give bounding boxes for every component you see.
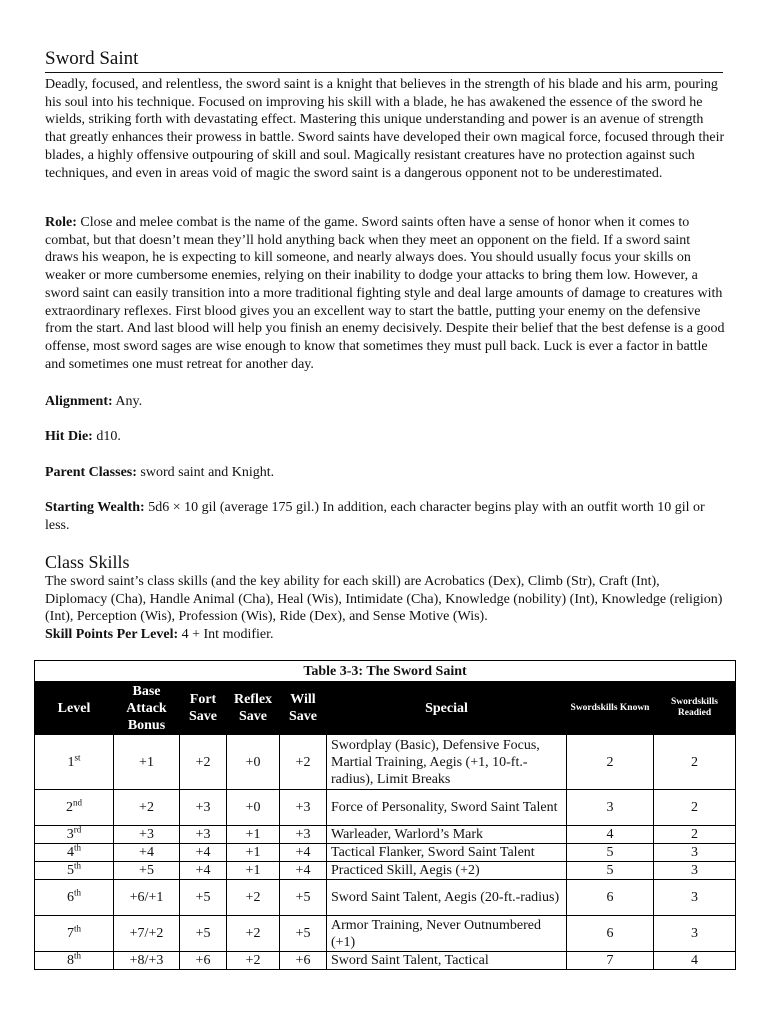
cell-readied: 3 bbox=[654, 916, 736, 952]
cell-level: 8th bbox=[35, 952, 114, 970]
cell-known: 7 bbox=[567, 952, 654, 970]
class-skills-heading: Class Skills bbox=[45, 552, 130, 572]
header-level: Level bbox=[35, 682, 114, 735]
cell-special: Sword Saint Talent, Aegis (20-ft.-radius) bbox=[327, 880, 567, 916]
cell-special: Warleader, Warlord’s Mark bbox=[327, 826, 567, 844]
cell-fort: +3 bbox=[180, 790, 227, 826]
header-special: Special bbox=[327, 682, 567, 735]
cell-readied: 3 bbox=[654, 844, 736, 862]
alignment-label: Alignment: bbox=[45, 394, 113, 409]
role-text: Close and melee combat is the name of the game. Sword saints often have a sense of honor when it comes to combat, but that doesn’t mean they’ll hold anything back when they meet an opponent on the field. If a sword saint draws his weapon, he is expecting to kill someone, and nearly always does. You should usually focus your skills on weaker or more cumbersome enemies, relying on their inability to dodge your attacks to bring them low. However, a sword saint can easily transition into a more traditional fighting style and deal large amounts of damage to creatures with extraordinary reflexes. First blood gives you an excellent way to start the battle, putting your enemy on the defensive from the start. And last blood will help you finish an enemy decisively. Despite their belief that the best defense is a good offense, most sword sages are wise enough to know that sometimes they must pull back. Luck is ever a factor in battle and sometimes one must retreat for another day. bbox=[45, 215, 725, 372]
cell-known: 6 bbox=[567, 916, 654, 952]
cell-readied: 3 bbox=[654, 862, 736, 880]
cell-bab: +8/+3 bbox=[114, 952, 180, 970]
cell-special: Tactical Flanker, Sword Saint Talent bbox=[327, 844, 567, 862]
table-row bbox=[35, 916, 736, 952]
cell-level: 5th bbox=[35, 862, 114, 880]
cell-reflex: +1 bbox=[227, 844, 280, 862]
cell-fort: +5 bbox=[180, 880, 227, 916]
cell-bab: +4 bbox=[114, 844, 180, 862]
cell-reflex: +2 bbox=[227, 880, 280, 916]
cell-bab: +5 bbox=[114, 862, 180, 880]
hit-die-value: d10. bbox=[92, 429, 121, 444]
cell-will: +5 bbox=[280, 916, 327, 952]
table-row bbox=[35, 826, 736, 844]
cell-reflex: +2 bbox=[227, 952, 280, 970]
cell-will: +4 bbox=[280, 844, 327, 862]
cell-reflex: +1 bbox=[227, 826, 280, 844]
cell-fort: +5 bbox=[180, 916, 227, 952]
starting-wealth-paragraph bbox=[45, 499, 725, 534]
cell-will: +2 bbox=[280, 735, 327, 790]
parent-classes-value: sword saint and Knight. bbox=[136, 465, 275, 480]
cell-fort: +3 bbox=[180, 826, 227, 844]
hit-die-line bbox=[45, 428, 725, 446]
cell-will: +3 bbox=[280, 826, 327, 844]
parent-classes-label: Parent Classes: bbox=[45, 465, 137, 480]
cell-will: +3 bbox=[280, 790, 327, 826]
cell-reflex: +0 bbox=[227, 790, 280, 826]
cell-fort: +2 bbox=[180, 735, 227, 790]
cell-readied: 2 bbox=[654, 826, 736, 844]
table-row bbox=[35, 880, 736, 916]
cell-bab: +2 bbox=[114, 790, 180, 826]
skill-points-label: Skill Points Per Level: bbox=[45, 627, 179, 643]
page-title: Sword Saint bbox=[45, 46, 723, 73]
hit-die-label: Hit Die: bbox=[45, 429, 93, 444]
cell-reflex: +2 bbox=[227, 916, 280, 952]
cell-readied: 2 bbox=[654, 790, 736, 826]
cell-fort: +4 bbox=[180, 862, 227, 880]
cell-known: 5 bbox=[567, 862, 654, 880]
cell-readied: 3 bbox=[654, 880, 736, 916]
table-row bbox=[35, 790, 736, 826]
cell-bab: +6/+1 bbox=[114, 880, 180, 916]
cell-known: 3 bbox=[567, 790, 654, 826]
role-paragraph bbox=[45, 214, 725, 373]
starting-wealth-label: Starting Wealth: bbox=[45, 500, 145, 515]
cell-reflex: +0 bbox=[227, 735, 280, 790]
header-swordskills-known: Swordskills Known bbox=[567, 682, 654, 735]
cell-will: +4 bbox=[280, 862, 327, 880]
cell-special: Armor Training, Never Outnumbered (+1) bbox=[327, 916, 567, 952]
table-row bbox=[35, 862, 736, 880]
cell-known: 5 bbox=[567, 844, 654, 862]
class-skills-paragraph bbox=[45, 573, 725, 644]
cell-level: 1st bbox=[35, 735, 114, 790]
table-row bbox=[35, 952, 736, 970]
header-swordskills-readied: Swordskills Readied bbox=[654, 682, 736, 735]
cell-bab: +1 bbox=[114, 735, 180, 790]
cell-known: 4 bbox=[567, 826, 654, 844]
parent-classes-line bbox=[45, 464, 725, 482]
header-base-attack-bonus: Base Attack Bonus bbox=[114, 682, 180, 735]
table-row bbox=[35, 844, 736, 862]
cell-reflex: +1 bbox=[227, 862, 280, 880]
cell-level: 4th bbox=[35, 844, 114, 862]
cell-bab: +7/+2 bbox=[114, 916, 180, 952]
starting-wealth-value: 5d6 × 10 gil (average 175 gil.) In addition, each character begins play with an outfit worth 10 gil or less. bbox=[45, 500, 705, 533]
cell-bab: +3 bbox=[114, 826, 180, 844]
cell-level: 6th bbox=[35, 880, 114, 916]
header-reflex-save: Reflex Save bbox=[227, 682, 280, 735]
cell-readied: 2 bbox=[654, 735, 736, 790]
cell-special: Practiced Skill, Aegis (+2) bbox=[327, 862, 567, 880]
class-skills-text: The sword saint’s class skills (and the key ability for each skill) are Acrobatics (Dex), Climb (Str), Craft (Int), Diplomacy (Cha), Handle Animal (Cha), Heal (Wis), Intimidate (Cha), Knowledge (nobility) (Int), Knowledge (religion) (Int), Perception (Wis), Profession (Wis), Ride (Dex), and Sense Motive (Wis). bbox=[45, 574, 723, 625]
header-will-save: Will Save bbox=[280, 682, 327, 735]
cell-special: Force of Personality, Sword Saint Talent bbox=[327, 790, 567, 826]
cell-known: 2 bbox=[567, 735, 654, 790]
cell-special: Sword Saint Talent, Tactical bbox=[327, 952, 567, 970]
cell-readied: 4 bbox=[654, 952, 736, 970]
alignment-value: Any. bbox=[112, 394, 143, 409]
cell-will: +6 bbox=[280, 952, 327, 970]
cell-level: 3rd bbox=[35, 826, 114, 844]
cell-special: Swordplay (Basic), Defensive Focus, Martial Training, Aegis (+1, 10-ft.-radius), Limit Breaks bbox=[327, 735, 567, 790]
cell-level: 2nd bbox=[35, 790, 114, 826]
table-row bbox=[35, 735, 736, 790]
role-label: Role: bbox=[45, 215, 77, 230]
cell-known: 6 bbox=[567, 880, 654, 916]
skill-points-value: 4 + Int modifier. bbox=[178, 627, 274, 643]
table-caption: Table 3-3: The Sword Saint bbox=[35, 661, 736, 682]
table-header-row bbox=[35, 682, 736, 735]
cell-level: 7th bbox=[35, 916, 114, 952]
alignment-line bbox=[45, 393, 725, 411]
cell-fort: +6 bbox=[180, 952, 227, 970]
header-fort-save: Fort Save bbox=[180, 682, 227, 735]
intro-paragraph: Deadly, focused, and relentless, the sword saint is a knight that believes in the strength of his blade and his arm, pouring his soul into his technique. Focused on improving his skill with a blade, he has awakened the essence of the sword he wields, striking forth with devastating effect. Mastering this unique understanding and power is an avenue of strength that greatly enhances their prowess in battle. Sword saints have developed their own magical force, focused through their blades, a highly offensive outpouring of skill and soul. Magically resistant creatures have no protection against such techniques, and even in areas void of magic the sword saint is a dangerous opponent not to be underestimated. bbox=[45, 77, 725, 181]
cell-fort: +4 bbox=[180, 844, 227, 862]
sword-saint-table bbox=[34, 660, 736, 970]
cell-will: +5 bbox=[280, 880, 327, 916]
